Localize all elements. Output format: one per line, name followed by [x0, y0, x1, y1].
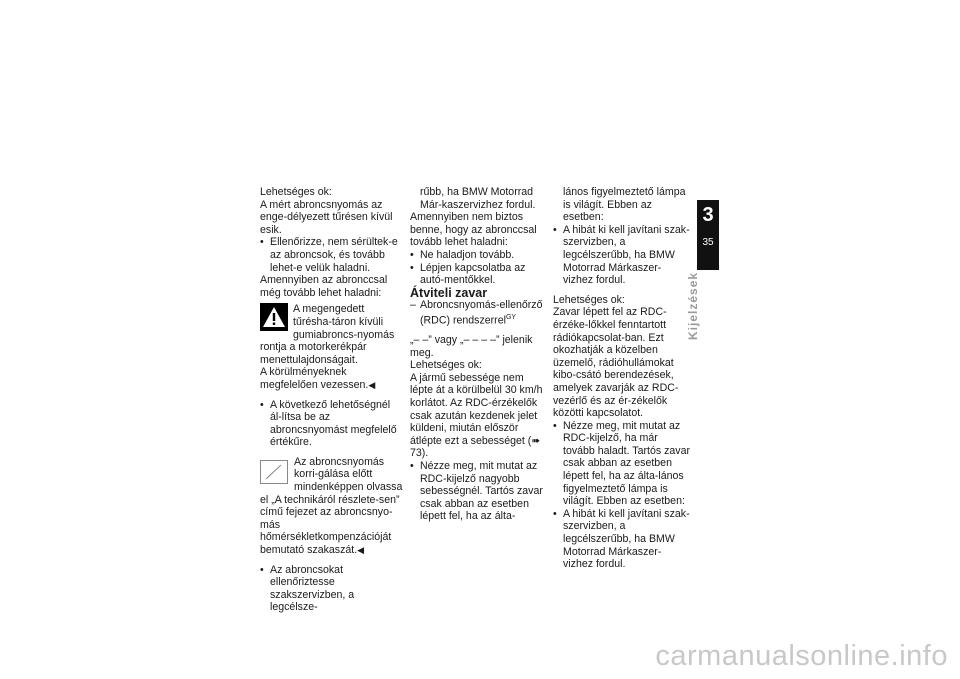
superscript: GY: [505, 313, 517, 321]
list-item: • Az abroncsokat ellenőriztesse szakszervizben, a legcélsze-: [260, 564, 404, 614]
paragraph: Lehetséges ok:: [553, 293, 625, 306]
column-1: [260, 186, 404, 614]
note-text: Az abroncsnyomás korri-gálása előtt mindenképpen olvassa el „A technikáról részlete-sen” című fejezet az abroncsnyo-más hőmérsékletkompenzációját bemutató szakaszát.: [260, 455, 403, 557]
list-item: • Lépjen kapcsolatba az autó-mentőkkel.: [410, 262, 546, 287]
chapter-number: 3: [702, 204, 714, 226]
paragraph: lános figyelmeztető lámpa is világít. Ebben az esetben:: [563, 186, 686, 224]
warning-block: [260, 303, 404, 391]
chapter-tab: [697, 200, 719, 270]
dash-item: Abroncsnyomás-ellenőrző (RDC) rendszerrel: [420, 299, 543, 327]
paragraph: Lehetséges ok:: [260, 186, 332, 198]
end-mark: ◀: [357, 545, 365, 556]
paragraph: „– –” vagy „– – – –” jelenik meg.: [410, 334, 533, 359]
list-item: • Nézze meg, mit mutat az RDC-kijelző, ha már tovább haladt. Tartós zavar csak abban az esetben lépett fel, ha az álta-lános figyelmeztető lámpa is világít. Ebben az esetben:: [553, 420, 691, 508]
paragraph: Amennyiben az abronccsal még tovább lehet haladni:: [260, 274, 388, 299]
warning-advice: A körülményeknek megfelelően vezessen.: [260, 366, 369, 391]
watermark: carmanualsonline.info: [655, 640, 948, 672]
column-3: [553, 186, 691, 571]
paragraph: A mért abroncsnyomás az enge-délyezett tűrésen kívül esik.: [260, 198, 393, 236]
list-item: • Ellenőrizze, nem sérültek-e az abroncsok, és tovább lehet-e velük haladni.: [260, 236, 404, 274]
section-title-vertical: Kijelzések: [686, 271, 700, 340]
paragraph: Amennyiben nem biztos benne, hogy az abronccsal tovább lehet haladni:: [410, 211, 537, 249]
note-icon: [260, 460, 288, 484]
list-item: • A hibát ki kell javítani szak-szervizben, a legcélszerűbb, ha BMW Motorrad Márkaszer-vizhez fordul.: [553, 224, 691, 287]
column-2: [410, 186, 546, 523]
warning-text: A megengedett tűrésha-táron kívüli gumiabroncs-nyomás rontja a motorkerékpár menettulajdonságait.: [260, 303, 395, 366]
list-item: • A következő lehetőségnél ál-lítsa be az abroncsnyomást megfelelő értékűre.: [260, 399, 404, 449]
paragraph: rűbb, ha BMW Motorrad Már-kaszervizhez fordul.: [420, 186, 536, 211]
page-number: 35: [702, 237, 714, 248]
list-item: • Ne haladjon tovább.: [410, 249, 546, 262]
end-mark: ◀: [368, 379, 376, 390]
paragraph: A jármű sebessége nem lépte át a körülbelül 30 km/h korlátot. Az RDC-érzékelők csak azután kezdenek jelet küldeni, miután először átlépte ezt a sebességet (➠ 73).: [410, 371, 543, 460]
section-heading: Átviteli zavar: [410, 285, 488, 300]
note-block: [260, 456, 404, 557]
list-item: • Nézze meg, mit mutat az RDC-kijelző nagyobb sebességnél. Tartós zavar csak abban az esetben lépett fel, ha az álta-: [410, 460, 546, 523]
list-item: • A hibát ki kell javítani szak-szervizben, a legcélszerűbb, ha BMW Motorrad Márkaszer-vizhez fordul.: [553, 508, 691, 571]
warning-icon: [260, 303, 288, 331]
paragraph: Lehetséges ok:: [410, 359, 482, 372]
paragraph: Zavar lépett fel az RDC-érzéke-lőkkel fenntartott rádiókapcsolat-ban. Ezt okozhatják a közelben üzemelő, rádióhullámokat kibo-csátó berendezések, amelyek zavarják az RDC-vezérlő és az ér-zékelők közötti kapcsolatot.: [553, 306, 679, 420]
